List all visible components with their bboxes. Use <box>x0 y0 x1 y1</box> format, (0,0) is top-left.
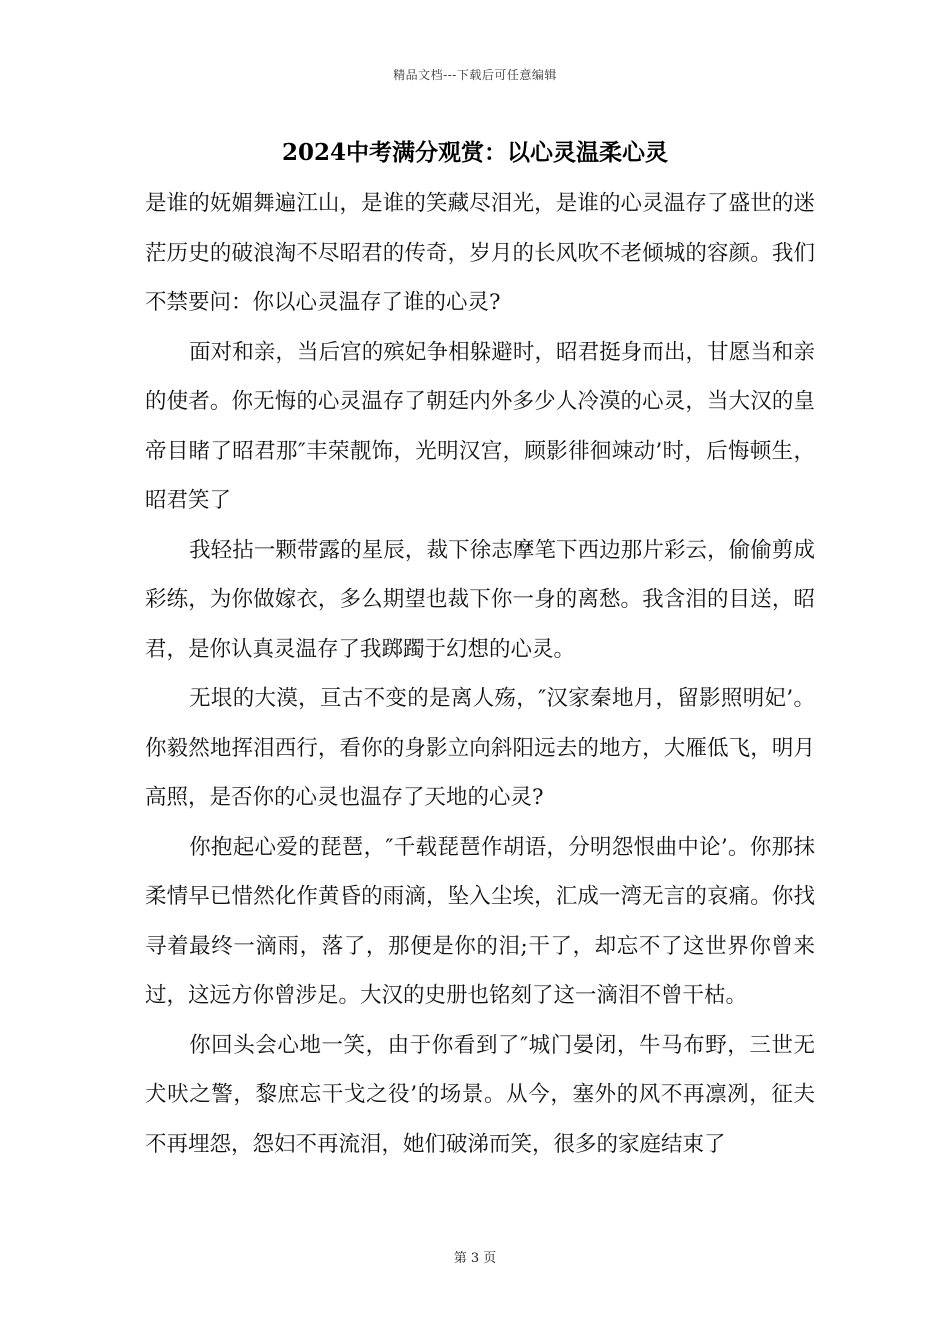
document-title: 2024中考满分观赏：以心灵温柔心灵 <box>281 139 668 166</box>
paragraph-3: 我轻拈一颗带露的星辰，裁下徐志摩笔下西边那片彩云，偷偷剪成彩练，为你做嫁衣，多么期望也裁下你一身的离愁。我含泪的目送，昭君，是你认真灵温存了我踯躅于幻想的心灵。 <box>145 537 815 662</box>
paragraph-2: 面对和亲，当后宫的殡妃争相躲避时，昭君挺身而出，甘愿当和亲的使者。你无悔的心灵温存了朝廷内外多少人冷漠的心灵，当大汉的皇帝目睹了昭君那″丰荣靓饰，光明汉宫，顾影徘徊竦动’时，后悔顿生，昭君笑了 <box>145 339 815 513</box>
page-header: 精品文档---下载后可任意编辑 <box>393 68 557 82</box>
paragraph-5: 你抱起心爱的琵琶，″千载琵琶作胡语，分明怨恨曲中论’。你那抹柔情早已惜然化作黄昏的雨滴，坠入尘埃，汇成一湾无言的哀痛。你找寻着最终一滴雨，落了，那便是你的泪;干了，却忘不了这世界你曾来过，这远方你曾涉足。大汉的史册也铭刻了这一滴泪不曾干枯。 <box>145 834 815 1008</box>
document-body <box>145 179 815 1169</box>
page-number: 第 3 页 <box>453 1251 497 1266</box>
paragraph-1: 是谁的妩媚舞遍江山，是谁的笑藏尽泪光，是谁的心灵温存了盛世的迷茫历史的破浪淘不尽昭君的传奇，岁月的长风吹不老倾城的容颜。我们不禁要问：你以心灵温存了谁的心灵? <box>145 191 815 315</box>
paragraph-6: 你回头会心地一笑，由于你看到了″城门晏闭，牛马布野，三世无犬吠之警，黎庶忘干戈之役’的场景。从今，塞外的风不再凛冽，征夫不再埋怨，怨妇不再流泪，她们破涕而笑，很多的家庭结束了 <box>145 1032 815 1157</box>
paragraph-4: 无垠的大漠，亘古不变的是离人殇，″汉家秦地月，留影照明妃’。你毅然地挥泪西行，看你的身影立向斜阳远去的地方，大雁低飞，明月高照，是否你的心灵也温存了天地的心灵? <box>145 686 815 810</box>
